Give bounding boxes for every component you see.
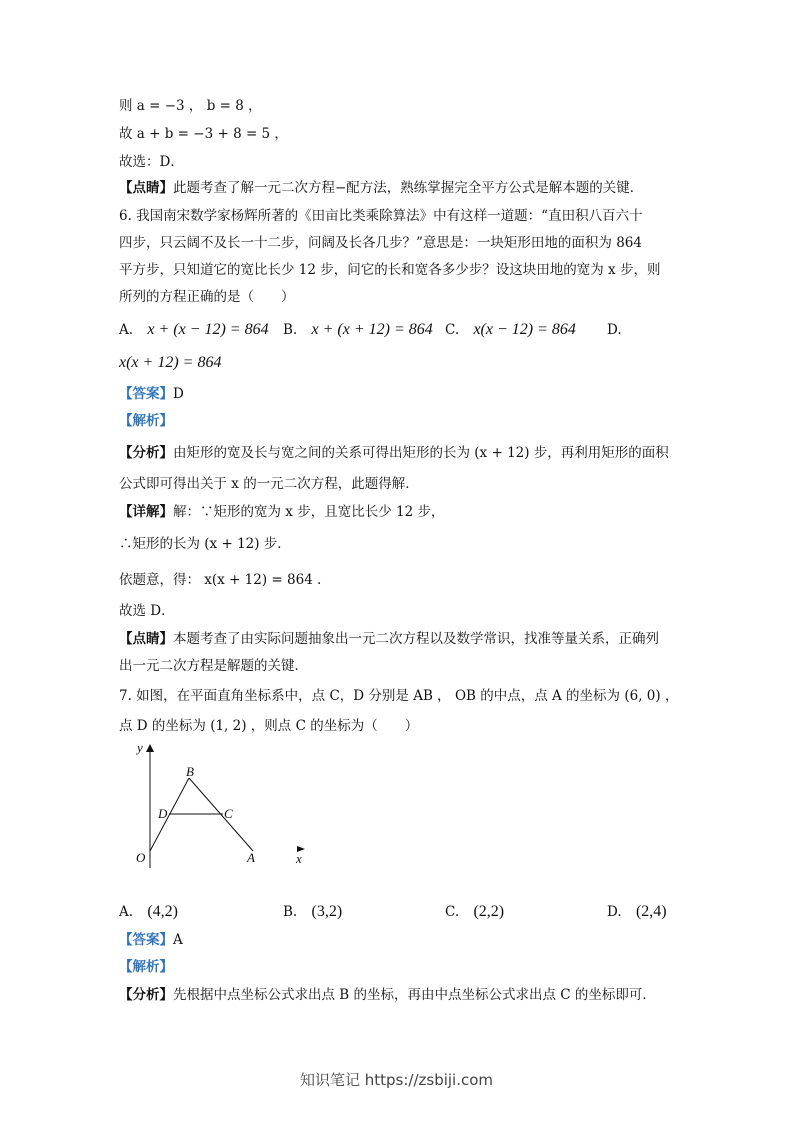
dianjing-6-a (119, 629, 659, 649)
q6-line-d: 所列的方程正确的是（ ） (119, 289, 295, 305)
q7-option-a-label: A. (119, 904, 134, 920)
line-l2: 故 a + b = −3 + 8 = 5 ， (119, 126, 288, 142)
q7-option-d (607, 902, 667, 922)
point-A-label: A (247, 850, 255, 865)
q6-option-b (283, 320, 433, 340)
x-axis-label: x (296, 851, 302, 866)
q6-option-a (119, 320, 269, 340)
fenxi-6-a (119, 443, 669, 463)
y-axis-arrow (146, 744, 154, 752)
q6-option-d-label: D. (607, 322, 622, 338)
point-C-label: C (224, 806, 233, 821)
q6-option-b-label: B. (283, 322, 298, 338)
q7-option-d-label: D. (607, 904, 622, 920)
dianjing-text: 此题考查了解一元二次方程−配方法，熟练掌握完全平方公式是解本题的关键． (173, 180, 644, 196)
q7-option-c-label: C. (445, 904, 460, 920)
dianjing-6-b: 出一元二次方程是解题的关键． (119, 658, 308, 674)
q6-option-c-value: x(x − 12) = 864 (473, 321, 576, 338)
xiangjie-6-d: 故选 D． (119, 603, 175, 619)
line-l4 (119, 178, 643, 198)
answer-6-value: D (173, 386, 184, 402)
dianjing-6-text: 本题考查了由实际问题抽象出一元二次方程以及数学常识，找准等量关系，正确列 (173, 631, 659, 647)
point-D-label: D (158, 806, 168, 821)
tag-dianjing: 【点睛】 (119, 180, 173, 196)
q7-option-c-value: (2,2) (473, 903, 505, 920)
point-B-label: B (186, 764, 194, 779)
q7-line-a: 7. 如图，在平面直角坐标系中，点 C，D 分别是 AB ， OB 的中点，点 A 的坐标为 (6, 0) ， (119, 688, 679, 704)
analysis-6-tag: 【解析】 (119, 413, 173, 429)
q6-option-a-label: A. (119, 322, 134, 338)
xiangjie-6-c: 依题意，得： x(x + 12) = 864 ． (119, 572, 331, 588)
point-O-label: O (136, 850, 146, 865)
q7-option-d-value: (2,4) (635, 903, 667, 920)
q6-option-b-value: x + (x + 12) = 864 (311, 321, 433, 338)
tag-fenxi: 【分析】 (119, 445, 173, 461)
q7-option-c (445, 902, 504, 922)
q7-option-b-label: B. (283, 904, 298, 920)
line-l3: 故选：D． (119, 154, 184, 170)
answer-7 (119, 930, 183, 950)
q7-option-a-value: (4,2) (147, 903, 178, 920)
q6-option-c (445, 320, 576, 340)
line-l1: 则 a = −3 ， b = 8 ， (119, 98, 262, 114)
tag-xiangjie: 【详解】 (119, 504, 173, 520)
tag-dianjing-6: 【点睛】 (119, 631, 173, 647)
xiangjie-6-a (119, 502, 444, 522)
q6-option-a-value: x + (x − 12) = 864 (147, 321, 269, 338)
q6-option-d-value: x(x + 12) = 864 (119, 354, 222, 371)
fenxi-6-b: 公式即可得出关于 x 的一元二次方程，此题得解． (119, 476, 419, 492)
q6-option-d (607, 320, 622, 340)
footer-watermark: 知识笔记 https://zsbiji.com (299, 1071, 494, 1089)
answer-7-tag: 【答案】 (119, 932, 173, 948)
q6-option-c-label: C. (445, 322, 460, 338)
q7-figure (125, 740, 325, 875)
q7-line-b: 点 D 的坐标为 (1, 2) ，则点 C 的坐标为（ ） (119, 718, 419, 734)
q7-option-b-value: (3,2) (311, 903, 343, 920)
fenxi-7 (119, 985, 656, 1005)
q6-line-c: 平方步，只知道它的宽比长少 12 步，问它的长和宽各多少步？设这块田地的宽为 x 步，则 (119, 262, 661, 278)
xiangjie-6-b: ∴矩形的长为 (x + 12) 步． (119, 536, 291, 552)
fenxi-7-text: 先根据中点坐标公式求出点 B 的坐标，再由中点坐标公式求出点 C 的坐标即可． (173, 987, 656, 1003)
answer-tag: 【答案】 (119, 386, 173, 402)
xiangjie-6-text: 解：∵矩形的宽为 x 步，且宽比长少 12 步， (173, 504, 445, 520)
fenxi-6-text: 由矩形的宽及长与宽之间的关系可得出矩形的长为 (x + 12) 步，再利用矩形的面积 (173, 445, 669, 461)
q6-line-b: 四步，只云阔不及长一十二步，问阔及长各几步？”意思是：一块矩形田地的面积为 864 (119, 235, 642, 251)
analysis-7-tag: 【解析】 (119, 959, 173, 975)
tag-fenxi-7: 【分析】 (119, 987, 173, 1003)
q7-option-b (283, 902, 342, 922)
q6-line-a: 6. 我国南宋数学家杨辉所著的《田亩比类乘除算法》中有这样一道题：“直田积八百六十 (119, 208, 643, 224)
y-axis-label: y (137, 740, 143, 755)
answer-6 (119, 384, 184, 404)
q7-option-a (119, 902, 178, 922)
answer-7-value: A (173, 932, 183, 948)
